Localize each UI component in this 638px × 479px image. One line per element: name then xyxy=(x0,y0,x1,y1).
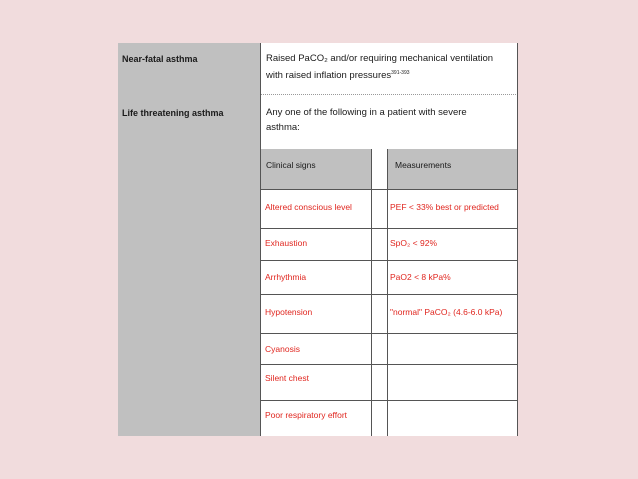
grid-line xyxy=(387,149,388,436)
grid-line xyxy=(261,364,518,365)
grid-line xyxy=(371,149,372,436)
header-measurements: Measurements xyxy=(395,160,452,170)
grid-line xyxy=(261,228,518,229)
grid-line xyxy=(261,189,518,190)
table-right-border xyxy=(517,43,518,436)
near-fatal-description-line2 xyxy=(266,66,410,83)
grid-line xyxy=(261,333,518,334)
clinical-sign: Hypotension xyxy=(265,307,313,317)
near-fatal-description-line1: Raised PaCO₂ and/or requiring mechanical ventilation xyxy=(266,53,494,64)
column-gap xyxy=(371,149,388,436)
measurement: PEF < 33% best or predicted xyxy=(390,202,499,212)
near-fatal-description-text: with raised inflation pressures xyxy=(266,70,392,82)
grid-line xyxy=(261,260,518,261)
measurement: "normal" PaCO₂ (4.6-6.0 kPa) xyxy=(390,307,503,317)
life-threatening-description-line1: Any one of the following in a patient with severe xyxy=(266,107,467,118)
clinical-sign: Exhaustion xyxy=(265,238,308,248)
measurement: PaO2 < 8 kPa% xyxy=(390,272,451,282)
grid-line xyxy=(261,400,518,401)
label-near-fatal-asthma: Near-fatal asthma xyxy=(122,54,198,64)
measurement: SpO₂ < 92% xyxy=(390,238,438,248)
life-threatening-description-line2: asthma: xyxy=(266,122,300,133)
grid-line xyxy=(261,294,518,295)
header-clinical-signs: Clinical signs xyxy=(266,160,316,170)
guideline-table xyxy=(118,43,518,436)
label-life-threatening-asthma: Life threatening asthma xyxy=(122,108,224,118)
clinical-sign: Altered conscious level xyxy=(265,202,352,212)
reference-superscript: 391-393 xyxy=(391,70,410,76)
clinical-sign: Poor respiratory effort xyxy=(265,410,348,420)
severity-label-column xyxy=(118,43,261,436)
clinical-sign: Silent chest xyxy=(265,373,309,383)
row-divider xyxy=(261,94,518,96)
clinical-sign: Arrhythmia xyxy=(265,272,307,282)
clinical-sign: Cyanosis xyxy=(265,344,300,354)
